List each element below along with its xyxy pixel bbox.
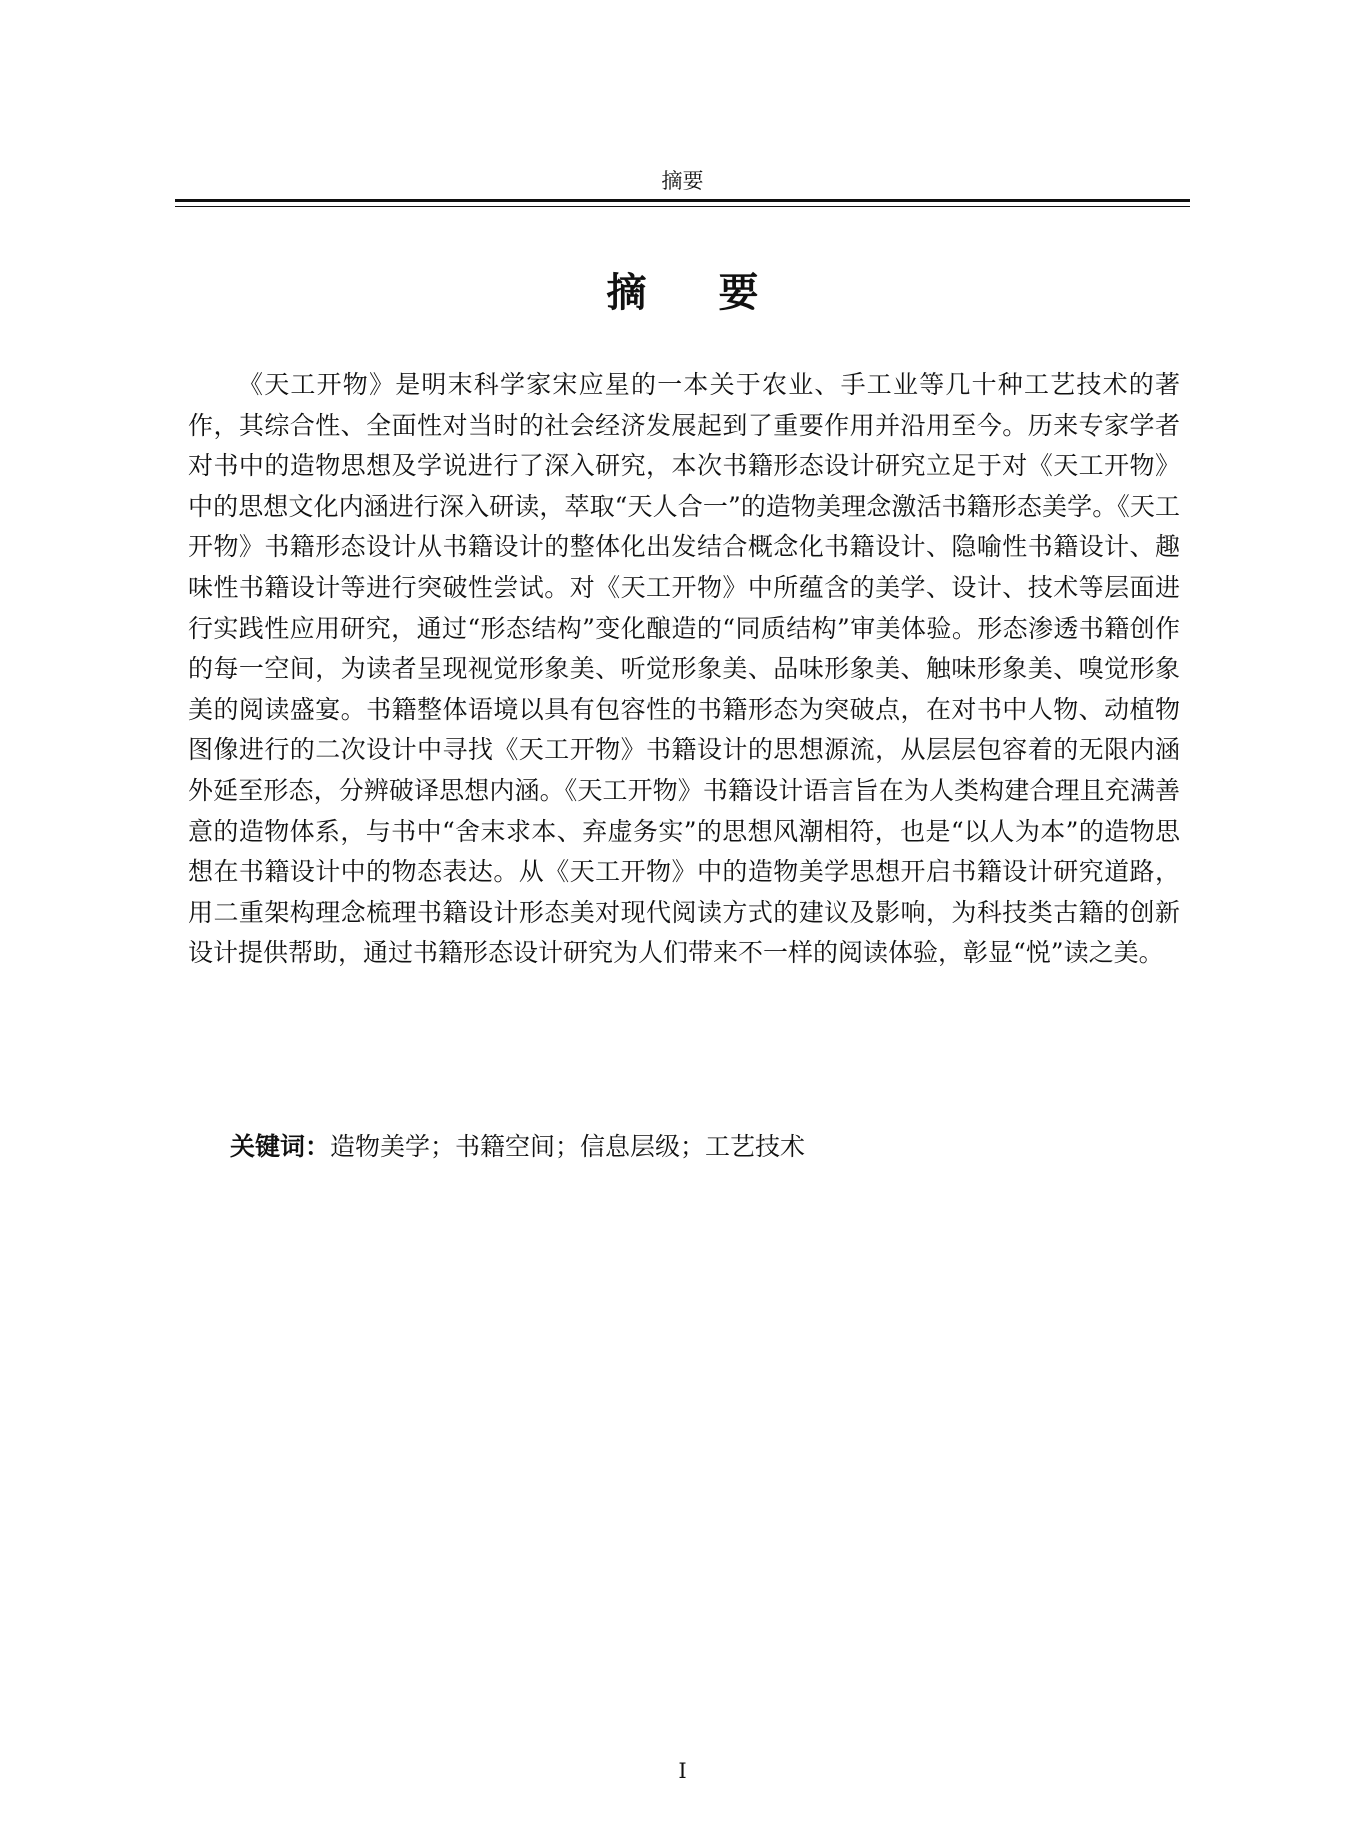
page-title: 摘要: [606, 270, 831, 316]
running-header: 摘要: [661, 169, 704, 193]
keywords: [230, 1127, 1180, 1167]
keywords-label: 关键词：: [230, 1132, 331, 1161]
page-number: I: [678, 1759, 687, 1783]
header-rule-thick: [175, 199, 1190, 202]
header-rule-thin: [175, 206, 1190, 207]
keywords-value: 造物美学；书籍空间；信息层级；工艺技术: [330, 1132, 806, 1161]
abstract-body: 《天工开物》是明末科学家宋应星的一本关于农业、手工业等几十种工艺技术的著作，其综合性、全面性对当时的社会经济发展起到了重要作用并沿用至今。历来专家学者对书中的造物思想及学说进行了深入研究，本次书籍形态设计研究立足于对《天工开物》中的思想文化内涵进行深入研读，萃取“天人合一”的造物美理念激活书籍形态美学。《天工开物》书籍形态设计从书籍设计的整体化出发结合概念化书籍设计、隐喻性书籍设计、趣味性书籍设计等进行突破性尝试。对《天工开物》中所蕴含的美学、设计、技术等层面进行实践性应用研究，通过“形态结构”变化酿造的“同质结构”审美体验。形态渗透书籍创作的每一空间，为读者呈现视觉形象美、听觉形象美、品味形象美、触味形象美、嗅觉形象美的阅读盛宴。书籍整体语境以具有包容性的书籍形态为突破点，在对书中人物、动植物图像进行的二次设计中寻找《天工开物》书籍设计的思想源流，从层层包容着的无限内涵外延至形态，分辨破译思想内涵。《天工开物》书籍设计语言旨在为人类构建合理且充满善意的造物体系，与书中“舍末求本、弃虚务实”的思想风潮相符，也是“以人为本”的造物思想在书籍设计中的物态表达。从《天工开物》中的造物美学思想开启书籍设计研究道路，用二重架构理念梳理书籍设计形态美对现代阅读方式的建议及影响，为科技类古籍的创新设计提供帮助，通过书籍形态设计研究为人们带来不一样的阅读体验，彰显“悦”读之美。: [188, 370, 1180, 968]
